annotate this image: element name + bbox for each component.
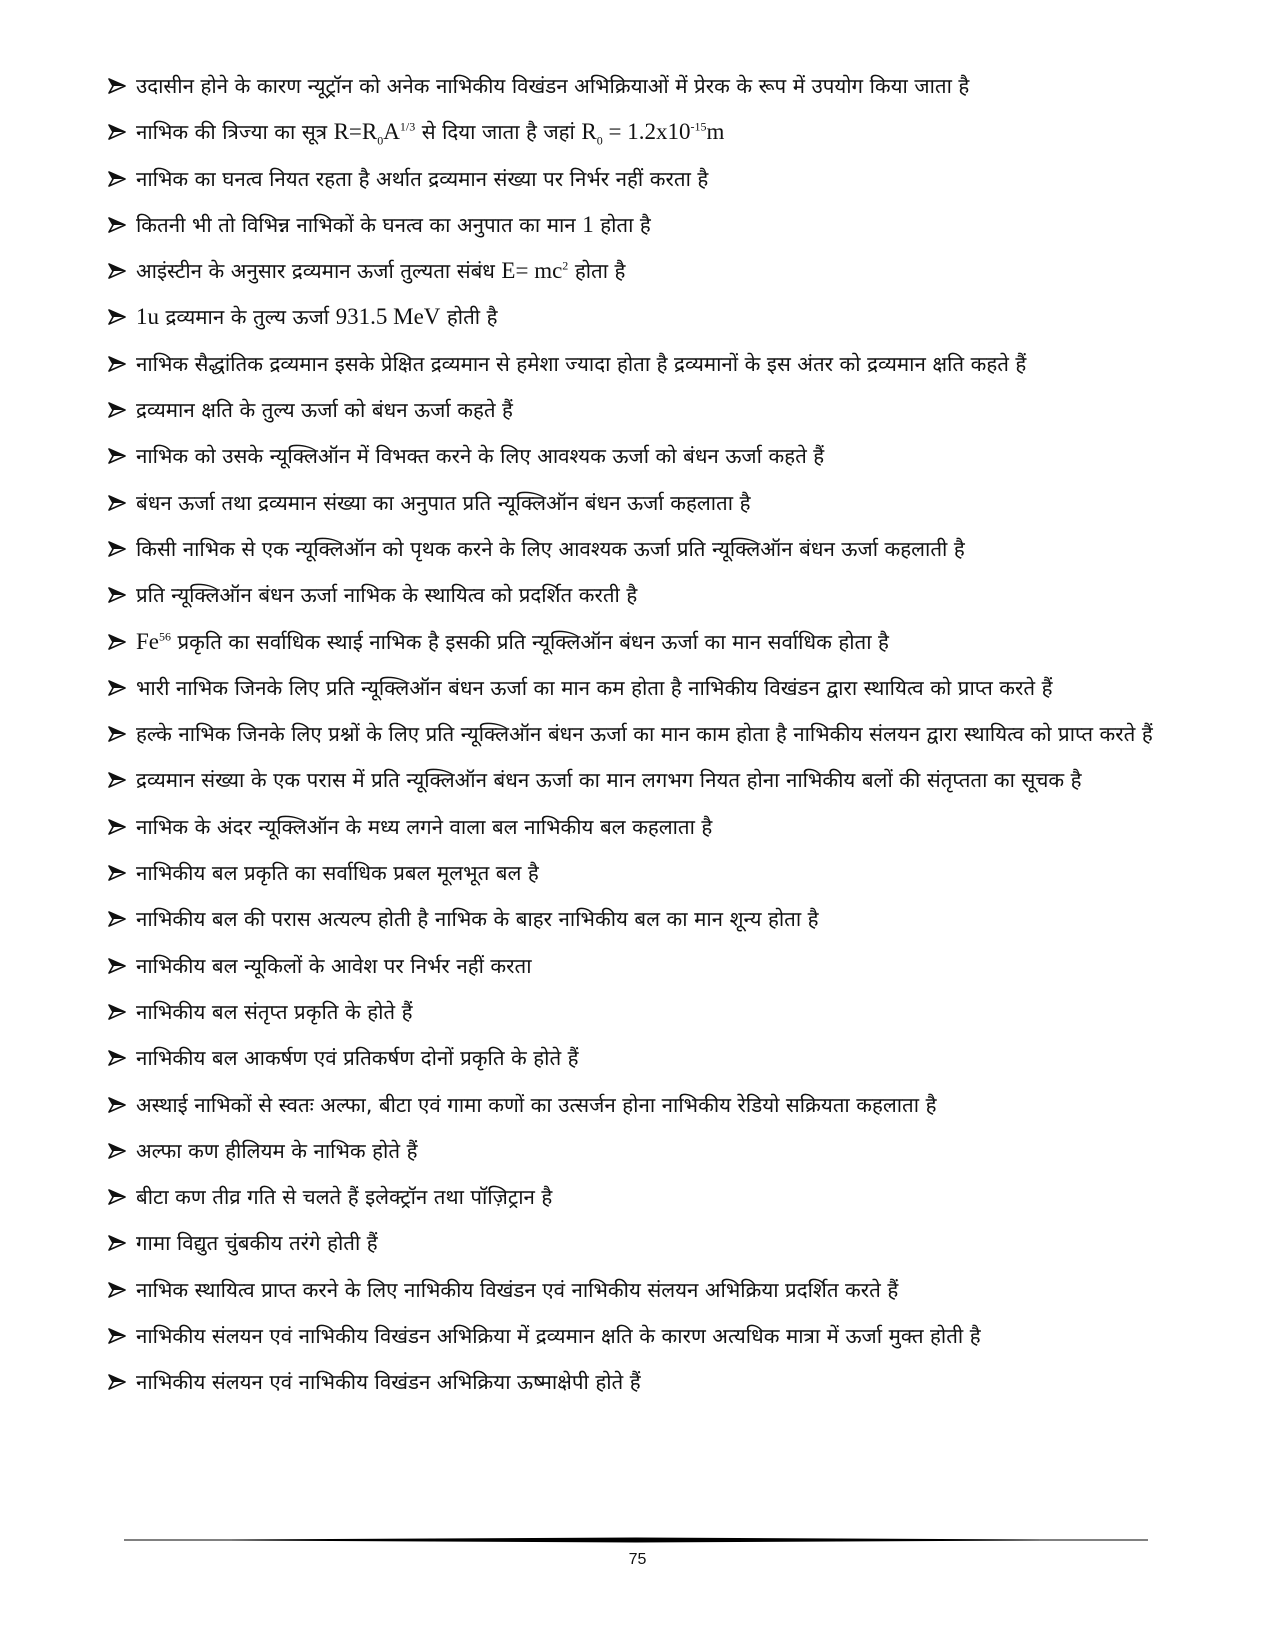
item-text: नाभिकीय बल संतृप्त प्रकृति के होते हैं [136,999,413,1024]
arrow-bullet-icon [108,114,132,150]
item-text: नाभिकीय बल आकर्षण एवं प्रतिकर्षण दोनों प्रकृति के होते हैं [136,1046,579,1071]
item-text: प्रति न्यूक्लिऑन बंधन ऊर्जा नाभिक के स्थायित्व को प्रदर्शित करती है [136,583,638,608]
list-item [108,901,1158,937]
list-item [108,577,1158,613]
arrow-bullet-icon [108,670,132,706]
item-text: गामा विद्युत चुंबकीय तरंगे होती हैं [136,1231,378,1256]
energy-value: 931.5 MeV [335,304,441,330]
arrow-bullet-icon [108,1133,132,1169]
list-item [108,1087,1158,1123]
list-item [108,1179,1158,1215]
list-item [108,716,1158,752]
item-text: द्रव्यमान क्षति के तुल्य ऊर्जा को बंधन ऊर्जा कहते हैं [136,398,513,423]
list-item [108,346,1158,382]
iron-isotope: Fe$^{56}$ [136,628,171,654]
arrow-bullet-icon [108,253,132,289]
arrow-bullet-icon [108,1272,132,1308]
item-text: नाभिक के अंदर न्यूक्लिऑन के मध्य लगने वाला बल नाभिकीय बल कहलाता है [136,814,713,839]
unit-value: 1u [136,304,159,330]
arrow-bullet-icon [108,901,132,937]
item-text: आइंस्टीन के अनुसार द्रव्यमान ऊर्जा तुल्यता संबंध $E= mc^2$ होता है [136,258,626,284]
item-text: नाभिक का घनत्व नियत रहता है अर्थात द्रव्यमान संख्या पर निर्भर नहीं करता है [136,166,709,191]
item-text: नाभिक स्थायित्व प्राप्त करने के लिए नाभिकीय विखंडन एवं नाभिकीय संलयन अभिक्रिया प्रदर्शित करते हैं [136,1277,899,1302]
item-text: अल्फा कण हीलियम के नाभिक होते हैं [136,1138,418,1163]
arrow-bullet-icon [108,1318,132,1354]
item-text: नाभिकीय संलयन एवं नाभिकीय विखंडन अभिक्रिया में द्रव्यमान क्षति के कारण अत्यधिक मात्रा में ऊर्जा मुक्त होती है [136,1324,981,1349]
list-item [108,1364,1158,1400]
list-item [108,809,1158,845]
arrow-bullet-icon [108,624,132,660]
arrow-bullet-icon [108,161,132,197]
list-item [108,948,1158,984]
item-text: उदासीन होने के कारण न्यूट्रॉन को अनेक नाभिकीय विखंडन अभिक्रियाओं में प्रेरक के रूप में उपयोग किया जाता है [136,74,970,98]
item-text: द्रव्यमान संख्या के एक परास में प्रति न्यूक्लिऑन बंधन ऊर्जा का मान लगभग नियत होना नाभिकीय बलों की संतृप्तता का सूचक है [136,768,1082,793]
list-item [108,1318,1158,1354]
list-item [108,1040,1158,1076]
list-item [108,485,1158,521]
list-item [108,855,1158,891]
item-text: Fe$^{56}$ प्रकृति का सर्वाधिक स्थाई नाभिक है इसकी प्रति न्यूक्लिऑन बंधन ऊर्जा का मान सर्वाधिक होता है [136,628,889,654]
item-text: नाभिक को उसके न्यूक्लिऑन में विभक्त करने के लिए आवश्यक ऊर्जा को बंधन ऊर्जा कहते हैं [136,444,825,469]
arrow-bullet-icon [108,207,132,243]
arrow-bullet-icon [108,1087,132,1123]
radius-formula: $R=R_0A^{1/3}$ [333,119,416,148]
arrow-bullet-icon [108,762,132,798]
arrow-bullet-icon [108,948,132,984]
arrow-bullet-icon [108,346,132,382]
list-item [108,438,1158,474]
ratio-value: 1 [582,211,594,237]
list-item [108,624,1158,660]
list-item [108,531,1158,567]
item-text: नाभिकीय बल प्रकृति का सर्वाधिक प्रबल मूलभूत बल है [136,861,539,886]
item-text: किसी नाभिक से एक न्यूक्लिऑन को पृथक करने के लिए आवश्यक ऊर्जा प्रति न्यूक्लिऑन बंधन ऊर्जा कहलाती है [136,536,965,561]
arrow-bullet-icon [108,68,132,104]
arrow-bullet-icon [108,438,132,474]
arrow-bullet-icon [108,392,132,428]
list-item [108,670,1158,706]
arrow-bullet-icon [108,1364,132,1400]
arrow-bullet-icon [108,577,132,613]
list-item [108,1272,1158,1308]
list-item [108,1133,1158,1169]
list-item [108,161,1158,197]
arrow-bullet-icon [108,531,132,567]
arrow-bullet-icon [108,485,132,521]
footer-rule [124,1537,1148,1543]
list-item [108,994,1158,1030]
energy-formula: $E= mc^2$ [501,258,569,284]
r0-value: $R_0 = 1.2x10^{-15}m$ [581,119,725,148]
arrow-bullet-icon [108,994,132,1030]
arrow-bullet-icon [108,1040,132,1076]
item-text: 1u द्रव्यमान के तुल्य ऊर्जा 931.5 MeV होती है [136,304,498,330]
list-item [108,114,1158,150]
item-text: नाभिकीय बल न्यूकिलों के आवेश पर निर्भर नहीं करता [136,953,532,978]
item-text: भारी नाभिक जिनके लिए प्रति न्यूक्लिऑन बंधन ऊर्जा का मान कम होता है नाभिकीय विखंडन द्वारा स्थायित्व को प्राप्त करते हैं [136,675,1053,700]
item-text: कितनी भी तो विभिन्न नाभिकों के घनत्व का अनुपात का मान 1 होता है [136,211,651,237]
list-item [108,762,1158,798]
arrow-bullet-icon [108,1225,132,1261]
item-text: अस्थाई नाभिकों से स्वतः अल्फा, बीटा एवं गामा कणों का उत्सर्जन होना नाभिकीय रेडियो सक्रियता कहलाता है [136,1092,937,1117]
list-item [108,1225,1158,1261]
item-text: नाभिकीय संलयन एवं नाभिकीय विखंडन अभिक्रिया ऊष्माक्षेपी होते हैं [136,1370,641,1395]
list-item [108,68,1158,104]
item-text: नाभिकीय बल की परास अत्यल्प होती है नाभिक के बाहर नाभिकीय बल का मान शून्य होता है [136,907,819,932]
item-text: बीटा कण तीव्र गति से चलते हैं इलेक्ट्रॉन तथा पॉज़िट्रान है [136,1185,553,1210]
arrow-bullet-icon [108,716,132,752]
item-text: बंधन ऊर्जा तथा द्रव्यमान संख्या का अनुपात प्रति न्यूक्लिऑन बंधन ऊर्जा कहलाता है [136,490,751,515]
page-number: 75 [628,1551,647,1568]
item-text: नाभिक सैद्धांतिक द्रव्यमान इसके प्रेक्षित द्रव्यमान से हमेशा ज्यादा होता है द्रव्यमानों के इस अंतर को द्रव्यमान क्षति कहते हैं [136,351,1027,376]
arrow-bullet-icon [108,809,132,845]
item-text: नाभिक की त्रिज्या का सूत्र $R=R_0A^{1/3}$ से दिया जाता है जहां $R_0 = 1.2x10^{-15}m$ [136,119,725,148]
list-item [108,253,1158,289]
list-item [108,392,1158,428]
arrow-bullet-icon [108,855,132,891]
item-text: हल्के नाभिक जिनके लिए प्रश्नों के लिए प्रति न्यूक्लिऑन बंधन ऊर्जा का मान काम होता है नाभिकीय संलयन द्वारा स्थायित्व को प्राप्त करते हैं [136,722,1153,747]
list-item [108,299,1158,335]
list-item [108,207,1158,243]
arrow-bullet-icon [108,299,132,335]
bullet-list [108,68,1158,1411]
arrow-bullet-icon [108,1179,132,1215]
